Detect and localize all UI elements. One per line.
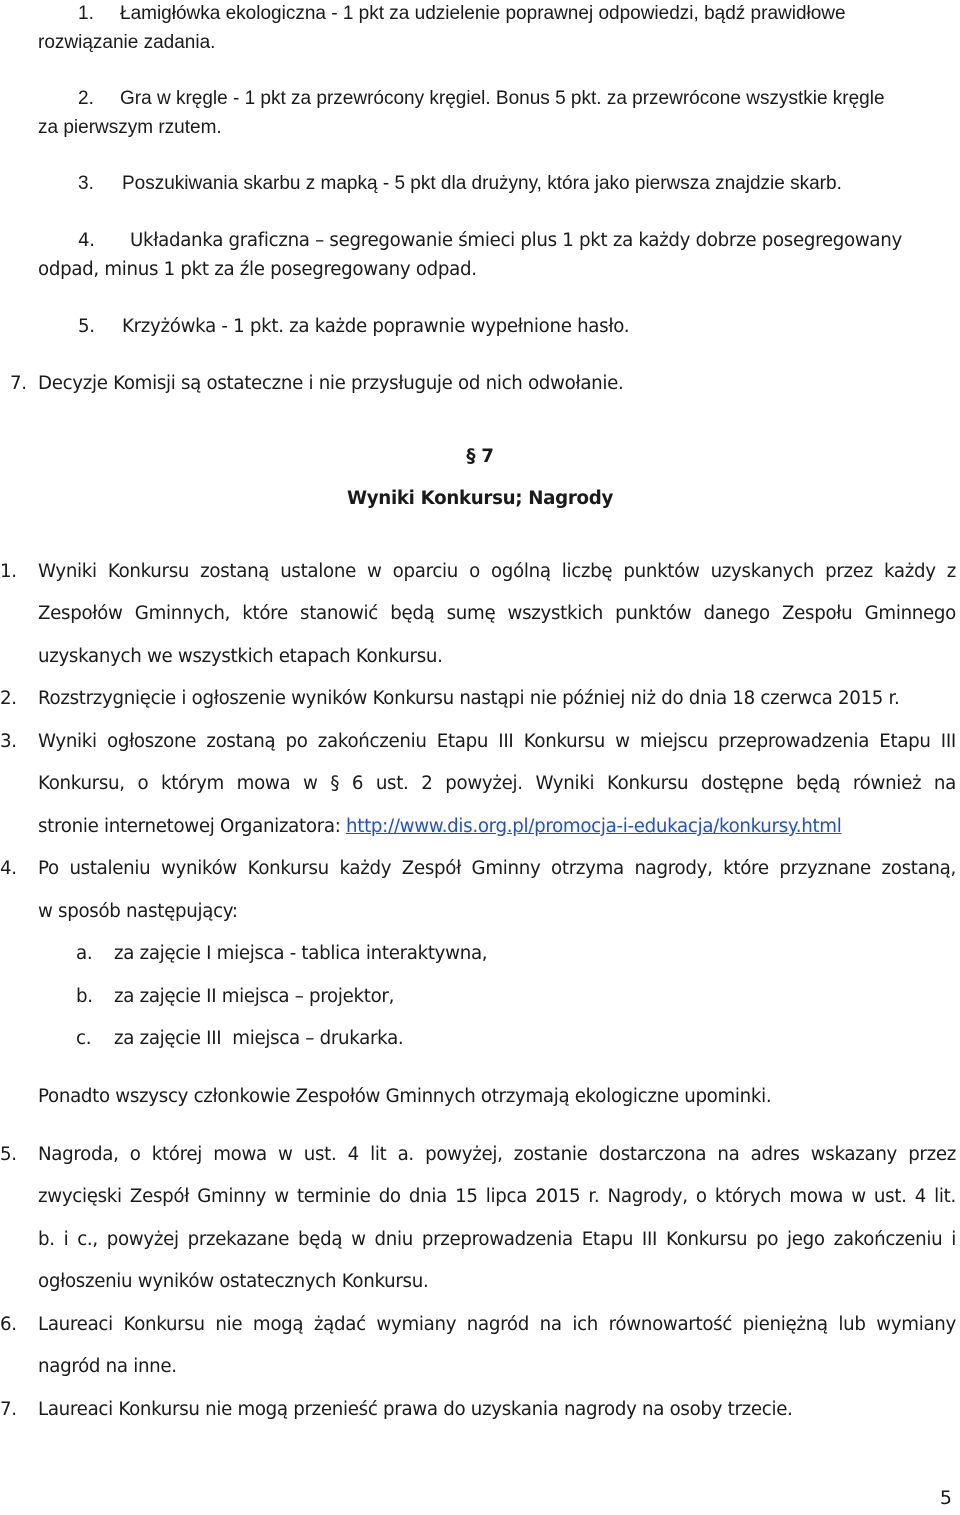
- prize-letter: c.: [76, 1028, 92, 1049]
- item-number: 4.: [78, 230, 95, 251]
- organizer-website-link[interactable]: http://www.dis.org.pl/promocja-i-edukacja/konkursy.html: [346, 816, 842, 837]
- para-number: 7.: [0, 1399, 17, 1420]
- item-number: 1.: [78, 3, 94, 24]
- item-text: Poszukiwania skarbu z mapką - 5 pkt dla drużyny, która jako pierwsza znajdzie skarb.: [122, 173, 842, 194]
- item-text: Układanka graficzna – segregowanie śmieci plus 1 pkt za każdy dobrze posegregowany: [130, 230, 902, 251]
- para-text: Zespołów Gminnych, które stanowić będą sumę wszystkich punktów danego Zespołu Gminnego: [38, 603, 956, 624]
- item-number: 3.: [78, 173, 94, 194]
- para-text: uzyskanych we wszystkich etapach Konkursu.: [38, 646, 443, 667]
- para-text: ogłoszeniu wyników ostatecznych Konkursu.: [38, 1271, 429, 1292]
- para-number: 4.: [0, 858, 17, 879]
- item-text-cont: odpad, minus 1 pkt za źle posegregowany odpad.: [38, 259, 477, 280]
- para-text: b. i c., powyżej przekazane będą w dniu przeprowadzenia Etapu III Konkursu po jego zakończeniu i: [38, 1229, 956, 1250]
- para-number: 6.: [0, 1314, 17, 1335]
- para-text: zwycięski Zespół Gminny w terminie do dnia 15 lipca 2015 r. Nagrody, o których mowa w ust. 4 lit.: [38, 1186, 956, 1207]
- para-text: Wyniki Konkursu zostaną ustalone w oparciu o ogólną liczbę punktów uzyskanych przez każdy z: [38, 561, 956, 582]
- prize-text: za zajęcie III miejsca – drukarka.: [114, 1028, 404, 1049]
- para-text: Konkursu, o którym mowa w § 6 ust. 2 powyżej. Wyniki Konkursu dostępne będą również na: [38, 773, 956, 794]
- para-text: Rozstrzygnięcie i ogłoszenie wyników Konkursu nastąpi nie później niż do dnia 18 czerwca 2015 r.: [38, 688, 900, 709]
- item-text: Gra w kręgle - 1 pkt za przewrócony kręgiel. Bonus 5 pkt. za przewrócone wszystkie kręgle: [120, 88, 885, 109]
- section-symbol: § 7: [466, 446, 494, 467]
- prize-text: za zajęcie II miejsca – projektor,: [114, 986, 395, 1007]
- para-text: w sposób następujący:: [38, 901, 238, 922]
- item-number: 2.: [78, 88, 94, 109]
- para-number: 5.: [0, 1144, 17, 1165]
- item-text-cont: za pierwszym rzutem.: [38, 117, 222, 138]
- para-text: Laureaci Konkursu nie mogą przenieść prawa do uzyskania nagrody na osoby trzecie.: [38, 1399, 793, 1420]
- item-text-cont: rozwiązanie zadania.: [38, 32, 216, 53]
- item-text: Decyzje Komisji są ostateczne i nie przysługuje od nich odwołanie.: [38, 373, 624, 394]
- para-text: Po ustaleniu wyników Konkursu każdy Zespół Gminny otrzyma nagrody, które przyznane zostaną,: [38, 858, 956, 879]
- section-title: Wyniki Konkursu; Nagrody: [346, 488, 614, 509]
- item-text: Krzyżówka - 1 pkt. za każde poprawnie wypełnione hasło.: [122, 316, 630, 337]
- para-number: 3.: [0, 731, 17, 752]
- para-text: Wyniki ogłoszone zostaną po zakończeniu Etapu III Konkursu w miejscu przeprowadzenia Etapu III: [38, 731, 956, 752]
- prize-letter: a.: [76, 943, 93, 964]
- para-number: 1.: [0, 561, 17, 582]
- para-text: Nagroda, o której mowa w ust. 4 lit a. powyżej, zostanie dostarczona na adres wskazany przez: [38, 1144, 956, 1165]
- prize-text: za zajęcie I miejsca - tablica interaktywna,: [114, 943, 488, 964]
- item-number: 7.: [10, 373, 27, 394]
- para-text: nagród na inne.: [38, 1356, 177, 1377]
- para-text: stronie internetowej Organizatora:: [38, 816, 347, 837]
- page-number: 5: [939, 1487, 952, 1509]
- item-text: Łamigłówka ekologiczna - 1 pkt za udzielenie poprawnej odpowiedzi, bądź prawidłowe: [120, 3, 846, 24]
- para-link-line: [38, 815, 841, 839]
- prize-letter: b.: [76, 986, 93, 1007]
- para-text: Ponadto wszyscy członkowie Zespołów Gminnych otrzymają ekologiczne upominki.: [38, 1086, 772, 1107]
- item-number: 5.: [78, 316, 95, 337]
- para-number: 2.: [0, 688, 17, 709]
- para-text: Laureaci Konkursu nie mogą żądać wymiany nagród na ich równowartość pieniężną lub wymiany: [38, 1314, 956, 1335]
